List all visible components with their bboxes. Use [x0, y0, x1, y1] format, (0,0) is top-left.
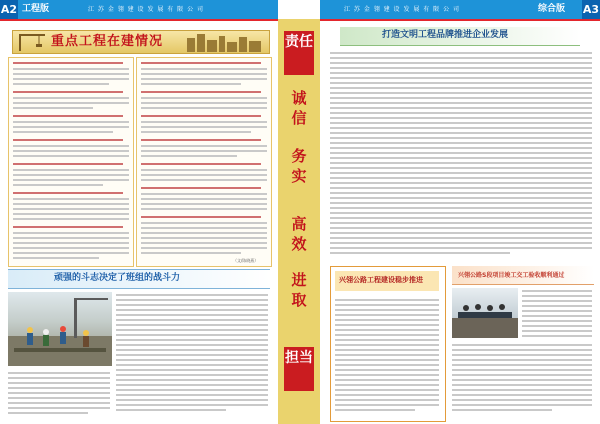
- feature-text: [116, 292, 270, 420]
- left-header: [0, 0, 278, 19]
- value-box-top: 责任: [284, 31, 314, 75]
- right-paper-name: 江 苏 金 翎 建 设 发 展 有 限 公 司: [344, 6, 460, 13]
- feature-banner: [8, 269, 270, 289]
- article2-banner: [335, 271, 439, 291]
- value-word-3: 务: [291, 147, 307, 165]
- key-projects-banner: [12, 30, 270, 54]
- left-paper-name: 江 苏 金 翎 建 设 发 展 有 限 公 司: [88, 6, 204, 13]
- right-page-number: A3: [582, 0, 600, 19]
- value-word-2: 信: [291, 109, 307, 127]
- project-list-column-2: [136, 57, 272, 267]
- feature-title: 顽强的斗志决定了班组的战斗力: [54, 273, 181, 283]
- value-word-4: 实: [291, 167, 307, 185]
- value-word-6: 效: [291, 235, 307, 253]
- banner-title: 重点工程在建情况: [51, 34, 164, 49]
- photo-credit: （文/陈晓燕）: [233, 258, 259, 263]
- value-word-5: 高: [291, 215, 307, 233]
- meeting-photo: [452, 288, 518, 338]
- article1-body: [330, 50, 594, 260]
- value-box-bottom: 担当: [284, 347, 314, 391]
- skyline-icon: [185, 32, 265, 52]
- article3-banner: [452, 266, 594, 285]
- article3-title: 兴翎公路S段项目竣工交工验收顺利通过: [458, 272, 565, 279]
- right-header-rule: [320, 19, 600, 21]
- right-header: [320, 0, 600, 19]
- article3-body: [452, 342, 594, 420]
- values-strip: [278, 19, 320, 424]
- left-edition-label: 工程版: [22, 4, 50, 14]
- article2-box: [330, 266, 446, 422]
- article2-title: 兴翎公路工程建设稳步推进: [339, 276, 423, 284]
- value-word-1: 诚: [291, 89, 307, 107]
- feature-text-lower: [8, 370, 112, 420]
- left-page-number: A2: [0, 0, 18, 19]
- value-word-8: 取: [291, 291, 307, 309]
- value-word-7: 进: [291, 271, 307, 289]
- right-edition-label: 综合版: [538, 4, 566, 14]
- crane-icon: [15, 32, 49, 52]
- left-header-rule: [0, 19, 278, 21]
- article1-title: 打造文明工程品牌推进企业发展: [382, 30, 509, 40]
- construction-team-photo: [8, 292, 112, 366]
- project-list-column-1: [8, 57, 134, 267]
- article1-banner: [340, 27, 580, 46]
